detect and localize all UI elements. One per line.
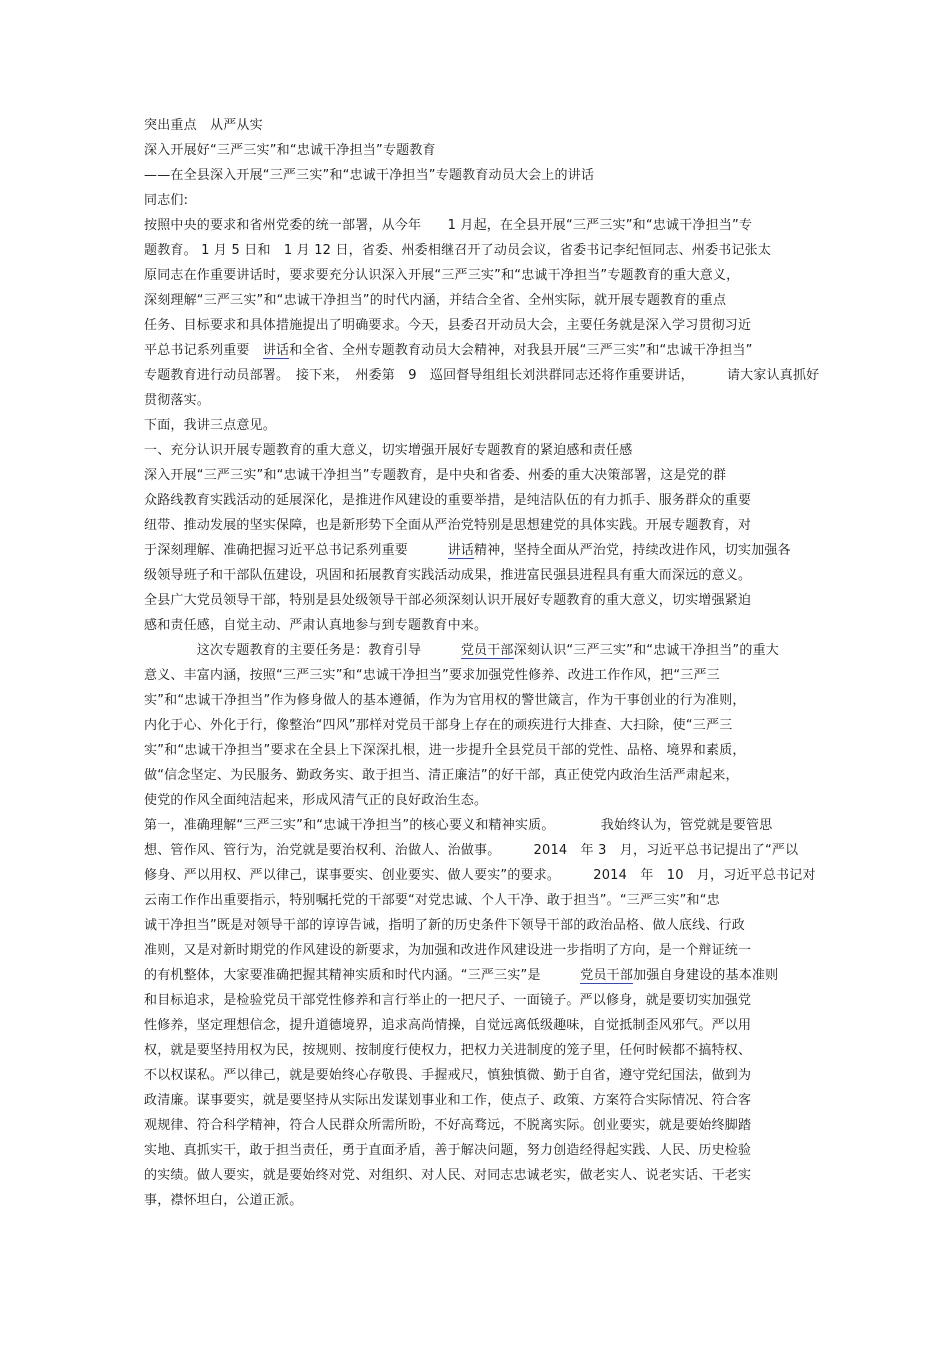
body-line: 全县广大党员领导干部，特别是县处级领导干部必须深刻认识开展好专题教育的重大意义，切实增强紧迫 (144, 593, 752, 608)
body-text: 和全省、全州专题教育动员大会精神，对我县开展“三严三实”和“忠诚干净担当” (289, 343, 753, 358)
body-line: 诚干净担当”既是对领导干部的谆谆告诫，指明了新的历史条件下领导干部的政治品格、做人底线、行政 (144, 918, 745, 933)
body-line: 事，襟怀坦白，公道正派。 (144, 1193, 303, 1208)
body-line (144, 343, 753, 359)
body-line: 按照中央的要求和省州党委的统一部署，从今年 1 月起，在全县开展“三严三实”和“忠诚干净担当”专 (144, 218, 753, 233)
body-line: 权，就是要坚持用权为民，按规则、按制度行使权力，把权力关进制度的笼子里，任何时候都不搞特权、 (144, 1043, 752, 1058)
body-line: 云南工作作出重要指示，特别嘱托党的干部要“对党忠诚、个人干净、敢于担当”。“三严三实”和“忠 (144, 893, 720, 908)
doc-salutation: 同志们: (144, 193, 189, 208)
body-line: 性修养，坚定理想信念，提升道德境界，追求高尚情操，自觉远离低级趣味，自觉抵制歪风邪气。严以用 (144, 1018, 752, 1033)
body-gap (421, 643, 461, 658)
body-text: 加强自身建设的基本准则 (633, 968, 779, 983)
body-text: 精神，坚持全面从严治党，持续改进作风，切实加强各 (474, 543, 791, 558)
body-line: 原同志在作重要讲话时，要求要充分认识深入开展“三严三实”和“忠诚干净担当”专题教育的重大意义， (144, 268, 740, 283)
body-gap (408, 543, 448, 558)
body-text: 深刻认识“三严三实”和“忠诚干净担当”的重大 (513, 643, 779, 658)
body-line (144, 543, 791, 559)
body-text: 于深刻理解、准确把握习近平总书记系列重要 (144, 543, 409, 558)
body-line (144, 968, 778, 984)
body-line: 贯彻落实。 (144, 393, 211, 408)
cadre-link[interactable]: 党员干部 (580, 968, 634, 983)
body-line: 修身、严以用权、严以律己，谋事要实、创业要实、做人要实”的要求。 2014 年 10 月，习近平总书记对 (144, 868, 816, 883)
body-line: 实地、真抓实干，敢于担当责任，勇于直面矛盾，善于解决问题，努力创造经得起实践、人民、历史检验 (144, 1143, 752, 1158)
body-line: 第一，准确理解“三严三实”和“忠诚干净担当”的核心要义和精神实质。 我始终认为，管党就是要管思 (144, 818, 773, 833)
body-text: 的有机整体，大家要准确把握其精神实质和时代内涵。“三严三实”是 (144, 968, 541, 983)
body-line: 的实绩。做人要实，就是要始终对党、对组织、对人民、对同志忠诚老实，做老实人、说老实话、干老实 (144, 1168, 752, 1183)
body-line: 准则，又是对新时期党的作风建设的新要求，为加强和改进作风建设进一步指明了方向，是一个辩证统一 (144, 943, 752, 958)
body-line: 纽带、推动发展的坚实保障，也是新形势下全面从严治党特别是思想建党的具体实践。开展专题教育，对 (144, 518, 752, 533)
body-line: 众路线教育实践活动的延展深化，是推进作风建设的重要举措，是纯洁队伍的有力抓手、服务群众的重要 (144, 493, 752, 508)
body-gap (541, 968, 581, 983)
body-gap (250, 343, 263, 358)
body-line: 专题教育进行动员部署。 接下来， 州委第 9 巡回督导组组长刘洪群同志还将作重要讲话， 请大家认真抓好 (144, 368, 820, 383)
body-line: 内化于心、外化于行，像整治“四风”那样对党员干部身上存在的顽疾进行大排查、大扫除，使“三严三 (144, 718, 733, 733)
cadre-link[interactable]: 党员干部 (460, 643, 514, 658)
doc-subtitle: 深入开展好“三严三实”和“忠诚干净担当”专题教育 (144, 143, 436, 158)
body-text: 这次专题教育的主要任务是：教育引导 (144, 643, 422, 658)
body-line: 和目标追求，是检验党员干部党性修养和言行举止的一把尺子、一面镜子。严以修身，就是要切实加强党 (144, 993, 752, 1008)
section-heading: 一、充分认识开展专题教育的重大意义，切实增强开展好专题教育的紧迫感和责任感 (144, 443, 633, 458)
body-text: 平总书记系列重要 (144, 343, 250, 358)
body-line (144, 643, 779, 659)
body-line: 实”和“忠诚干净担当”作为修身做人的基本遵循，作为为官用权的警世箴言，作为干事创业的行为准则， (144, 693, 746, 708)
body-line: 实”和“忠诚干净担当”要求在全县上下深深扎根，进一步提升全县党员干部的党性、品格、境界和素质， (144, 743, 746, 758)
body-line: 不以权谋私。严以律己，就是要始终心存敬畏、手握戒尺，慎独慎微、勤于自省，遵守党纪国法，做到为 (144, 1068, 752, 1083)
body-line: 任务、目标要求和具体措施提出了明确要求。今天，县委召开动员大会，主要任务就是深入学习贯彻习近 (144, 318, 752, 333)
body-line: 观规律、符合科学精神，符合人民群众所需所盼，不好高骛远，不脱离实际。创业要实，就是要始终脚踏 (144, 1118, 752, 1133)
body-line: 深刻理解“三严三实”和“忠诚干净担当”的时代内涵，并结合全省、全州实际，就开展专题教育的重点 (144, 293, 727, 308)
body-line: 题教育。 1 月 5 日和 1 月 12 日，省委、州委相继召开了动员会议，省委书记李纪恒同志、州委书记张太 (144, 243, 772, 258)
body-line: 感和责任感，自觉主动、严肃认真地参与到专题教育中来。 (144, 618, 488, 633)
body-line: 做“信念坚定、为民服务、勤政务实、敢于担当、清正廉洁”的好干部，真正使党内政治生活严肃起来， (144, 768, 739, 783)
body-line: 政清廉。谋事要实，就是要坚持从实际出发谋划事业和工作，使点子、政策、方案符合实际情况、符合客 (144, 1093, 752, 1108)
body-line: 级领导班子和干部队伍建设，巩固和拓展教育实践活动成果，推进富民强县进程具有重大而深远的意义。 (144, 568, 752, 583)
body-line: 想、管作风、管行为，治党就是要治权利、治做人、治做事。 2014 年 3 月，习近平总书记提出了“严以 (144, 843, 799, 858)
body-line: 意义、丰富内涵，按照“三严三实”和“忠诚干净担当”要求加强党性修养、改进工作作风，把“三严三 (144, 668, 720, 683)
speech-link[interactable]: 讲话 (447, 543, 475, 558)
body-line: 使党的作风全面纯洁起来，形成风清气正的良好政治生态。 (144, 793, 488, 808)
speech-link[interactable]: 讲话 (262, 343, 290, 358)
body-line: 深入开展“三严三实”和“忠诚干净担当”专题教育，是中央和省委、州委的重大决策部署，这是党的群 (144, 468, 727, 483)
body-line: 下面，我讲三点意见。 (144, 418, 277, 433)
doc-byline: ——在全县深入开展“三严三实”和“忠诚干净担当”专题教育动员大会上的讲话 (144, 168, 595, 183)
doc-title: 突出重点 从严从实 (144, 118, 263, 133)
